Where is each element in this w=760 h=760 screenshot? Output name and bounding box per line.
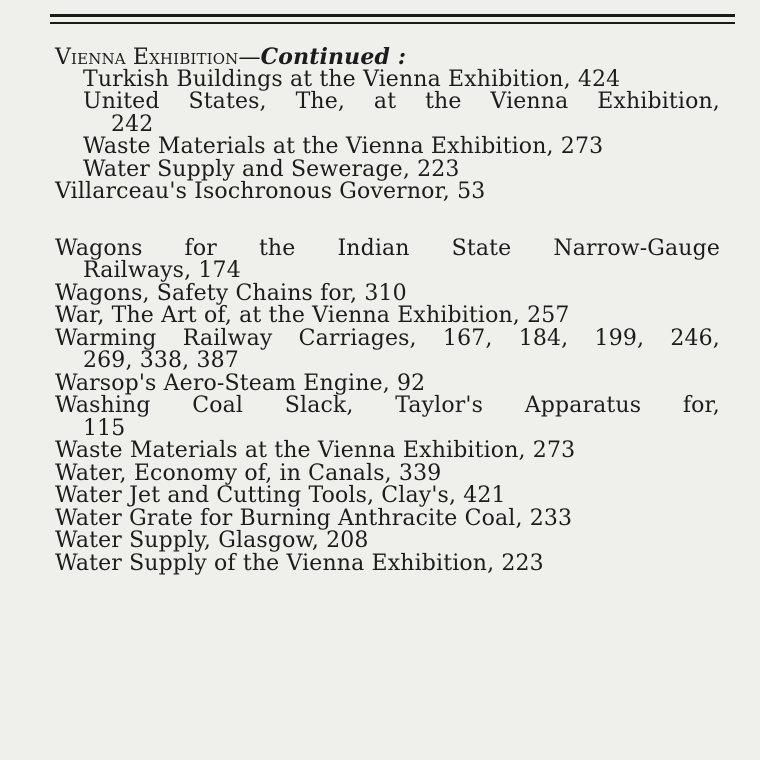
entry-word: Taylor's (395, 393, 484, 418)
index-entry-wagons-indian-cont: Railways, 174 (83, 258, 241, 283)
entry-word: Indian (337, 235, 410, 261)
index-entry-washing-coal-cont: 115 (83, 415, 126, 441)
top-rule (50, 14, 735, 17)
entry-word: Carriages, (298, 325, 417, 351)
index-entry-warming-railway (55, 325, 720, 351)
entry-word: States, (188, 89, 267, 114)
index-entry-washing-coal (55, 395, 720, 418)
index-entry-waste-materials-sub: Waste Materials at the Vienna Exhibition, 273 (83, 134, 604, 159)
section-heading (55, 46, 735, 69)
index-entry-united-states (83, 91, 720, 114)
index-entry-united-states-page: 242 (111, 111, 154, 137)
entry-word: Apparatus (524, 393, 642, 418)
entry-word: 184, (518, 325, 569, 351)
bottom-rule (50, 22, 735, 24)
entry-word: 199, (594, 325, 645, 351)
heading-title: Vienna Exhibition (55, 45, 239, 70)
index-entry-warsop: Warsop's Aero-Steam Engine, 92 (55, 370, 426, 396)
index-entry-water-jet: Water Jet and Cutting Tools, Clay's, 421 (55, 483, 506, 508)
index-entry-water-grate: Water Grate for Burning Anthracite Coal, 233 (55, 505, 573, 531)
index-entry-waste-materials: Waste Materials at the Vienna Exhibition, 273 (55, 438, 576, 463)
entry-word: United (83, 89, 160, 114)
entry-word: The, (295, 89, 346, 114)
entry-word: the (425, 89, 462, 114)
entry-word: at (373, 89, 397, 114)
entry-word: Vienna (490, 89, 569, 114)
index-list (55, 46, 735, 575)
entry-word: Railway (182, 325, 273, 351)
entry-word: Washing (55, 393, 151, 418)
heading-dash: — (238, 45, 261, 70)
index-entry-water-supply-sewerage: Water Supply and Sewerage, 223 (83, 156, 460, 182)
index-entry-water-economy: Water, Economy of, in Canals, 339 (55, 460, 442, 486)
entry-word: 246, (670, 325, 720, 351)
index-entry-water-supply-vienna: Water Supply of the Vienna Exhibition, 223 (55, 550, 544, 576)
letter-gap (55, 204, 735, 238)
entry-word: Coal (192, 393, 244, 418)
index-entry-war-art: War, The Art of, at the Vienna Exhibition, 257 (55, 303, 570, 328)
entry-word: Narrow-Gauge (553, 235, 720, 261)
index-entry-wagons-safety: Wagons, Safety Chains for, 310 (55, 280, 407, 306)
entry-word: Exhibition, (597, 89, 720, 114)
index-entry-turkish-buildings: Turkish Buildings at the Vienna Exhibition, 424 (83, 66, 621, 92)
entry-word: for, (682, 393, 720, 418)
entry-word: State (451, 235, 512, 261)
index-entry-water-supply-glasgow: Water Supply, Glasgow, 208 (55, 528, 369, 553)
entry-word: Wagons (55, 235, 143, 261)
entry-word: Slack, (284, 393, 354, 418)
index-entry-villarceau: Villarceau's Isochronous Governor, 53 (55, 179, 486, 204)
entry-word: for (184, 235, 217, 261)
entry-word: Warming (55, 325, 157, 351)
entry-word: 167, (442, 325, 493, 351)
entry-word: the (258, 235, 296, 261)
index-entry-wagons-indian (55, 235, 720, 261)
heading-continued: Continued : (260, 44, 407, 70)
index-entry-warming-railway-cont: 269, 338, 387 (83, 348, 239, 373)
